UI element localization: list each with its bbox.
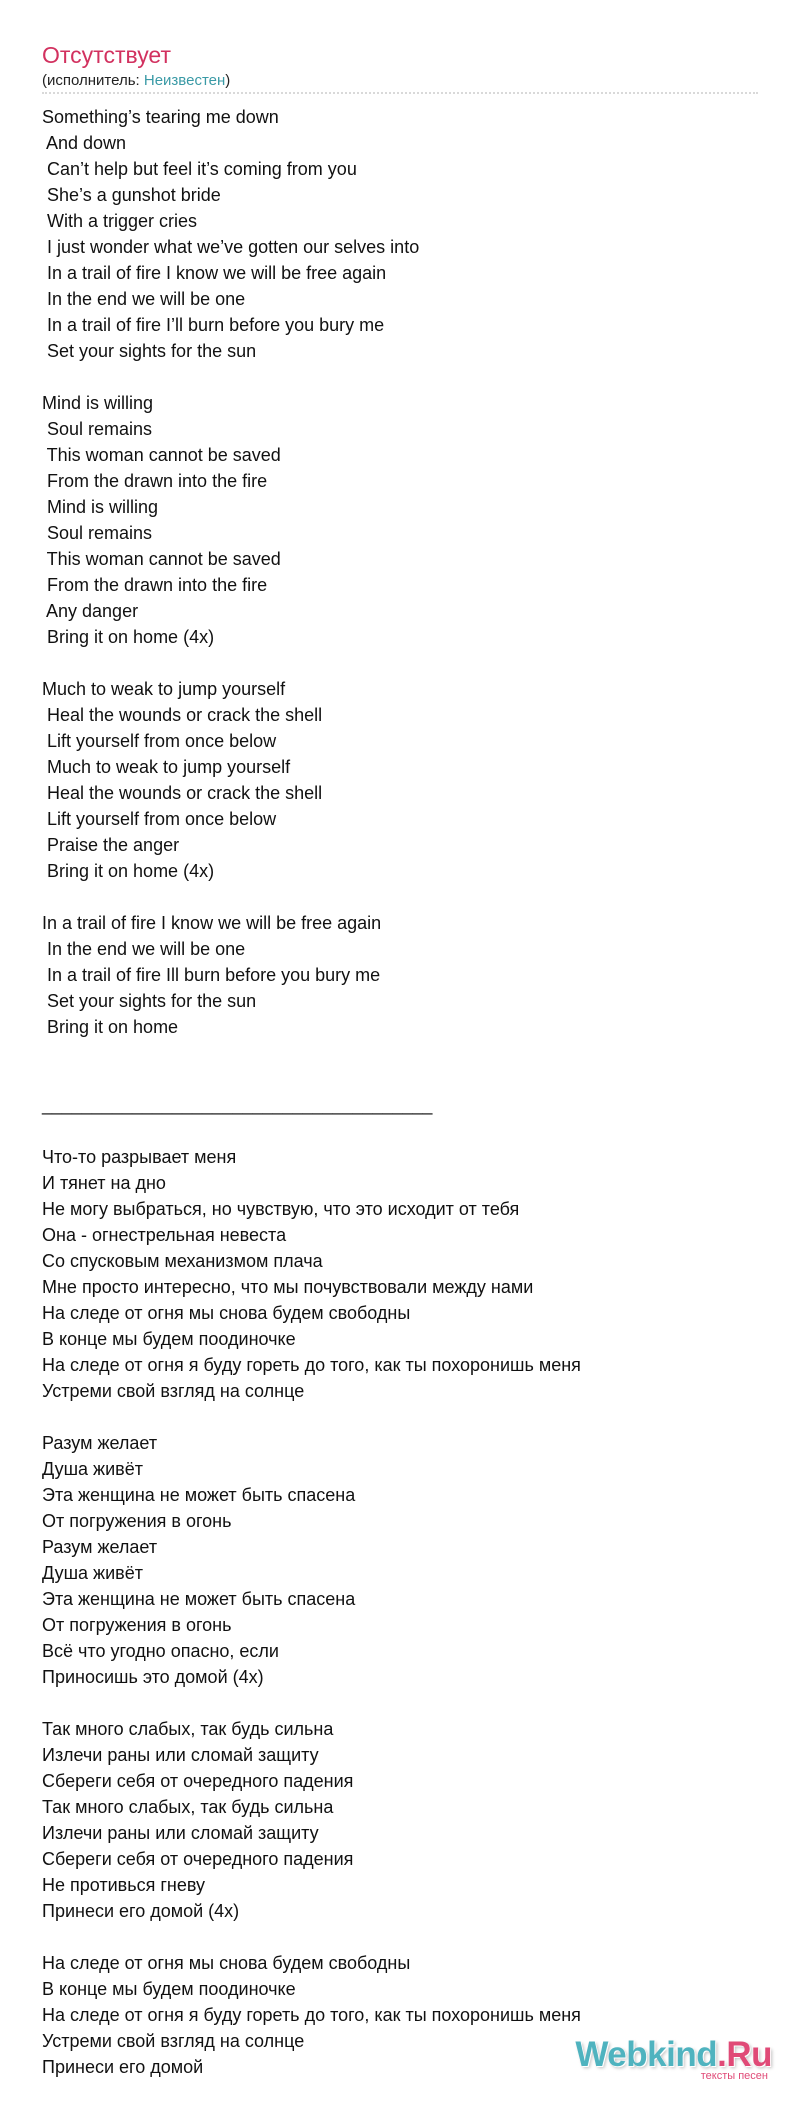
lyric-line: Mind is willing xyxy=(42,497,159,517)
logo-main-text: Webkind xyxy=(575,2035,718,2074)
lyric-line: Much to weak to jump yourself xyxy=(42,757,291,777)
lyric-line: Soul remains xyxy=(42,419,153,439)
lyric-line: На следе от огня я буду гореть до того, как ты похоронишь меня xyxy=(42,2005,581,2025)
lyric-line: Сбереги себя от очередного падения xyxy=(42,1771,354,1791)
artist-prefix: (исполнитель: xyxy=(42,72,144,89)
lyric-line: На следе от огня мы снова будем свободны xyxy=(42,1303,411,1323)
lyric-line: Much to weak to jump yourself xyxy=(42,679,286,699)
lyric-line: Устреми свой взгляд на солнце xyxy=(42,2031,305,2051)
lyric-line: Эта женщина не может быть спасена xyxy=(42,1589,356,1609)
title-divider xyxy=(42,92,758,94)
lyric-line xyxy=(42,1404,782,1430)
lyric-line: Heal the wounds or crack the shell xyxy=(42,783,323,803)
lyric-line: Со спусковым механизмом плача xyxy=(42,1251,323,1271)
logo-wordmark xyxy=(575,2036,772,2074)
lyric-line: Всё что угодно опасно, если xyxy=(42,1641,279,1661)
lyric-line: And down xyxy=(42,133,127,153)
lyric-line: Устреми свой взгляд на солнце xyxy=(42,1381,305,1401)
lyric-line: I just wonder what we’ve gotten our selves into xyxy=(42,237,420,257)
lyric-line: Излечи раны или сломай защиту xyxy=(42,1745,319,1765)
artist-link[interactable]: Неизвестен xyxy=(143,72,226,89)
lyric-line: In the end we will be one xyxy=(42,289,246,309)
lyric-line xyxy=(42,650,782,676)
lyric-line: Душа живёт xyxy=(42,1459,143,1479)
lyric-line: Soul remains xyxy=(42,523,153,543)
song-title: Отсутствует xyxy=(42,42,171,68)
lyric-line xyxy=(42,1040,782,1066)
lyric-line: With a trigger cries xyxy=(42,211,198,231)
lyric-line: In a trail of fire I know we will be free again xyxy=(42,263,387,283)
lyric-line xyxy=(42,364,782,390)
lyric-line: От погружения в огонь xyxy=(42,1511,232,1531)
lyric-line: И тянет на дно xyxy=(42,1173,166,1193)
lyric-line: In a trail of fire Ill burn before you bury me xyxy=(42,965,381,985)
lyric-line: Принеси его домой xyxy=(42,2057,204,2077)
lyric-line: Не могу выбраться, но чувствую, что это исходит от тебя xyxy=(42,1199,520,1219)
lyric-line: Set your sights for the sun xyxy=(42,991,257,1011)
lyric-line: In a trail of fire I’ll burn before you bury me xyxy=(42,315,385,335)
lyric-line: Lift yourself from once below xyxy=(42,731,277,751)
lyric-line: Can’t help but feel it’s coming from you xyxy=(42,159,357,179)
lyric-line: Принеси его домой (4x) xyxy=(42,1901,240,1921)
lyric-line: Bring it on home (4x) xyxy=(42,861,215,881)
lyric-line: В конце мы будем поодиночке xyxy=(42,1329,296,1349)
lyric-line: Разум желает xyxy=(42,1537,158,1557)
lyrics-text xyxy=(42,104,782,2080)
lyric-line xyxy=(42,1690,782,1716)
logo-suffix-text: .Ru xyxy=(717,2035,772,2074)
site-logo[interactable] xyxy=(575,2036,772,2082)
lyric-line: От погружения в огонь xyxy=(42,1615,232,1635)
lyric-line: Praise the anger xyxy=(42,835,180,855)
lyric-line: На следе от огня я буду гореть до того, как ты похоронишь меня xyxy=(42,1355,581,1375)
lyric-line: Излечи раны или сломай защиту xyxy=(42,1823,319,1843)
lyric-line: Не противься гневу xyxy=(42,1875,206,1895)
lyric-line: В конце мы будем поодиночке xyxy=(42,1979,296,1999)
lyric-line: She’s a gunshot bride xyxy=(42,185,221,205)
lyric-line: Set your sights for the sun xyxy=(42,341,257,361)
lyric-line: Bring it on home xyxy=(42,1017,179,1037)
lyric-line: Так много слабых, так будь сильна xyxy=(42,1719,334,1739)
lyric-line: Она - огнестрельная невеста xyxy=(42,1225,287,1245)
lyric-line xyxy=(42,884,782,910)
lyric-line: _______________________________________ xyxy=(42,1095,433,1115)
lyric-line: Any danger xyxy=(42,601,139,621)
lyric-line: In a trail of fire I know we will be free again xyxy=(42,913,382,933)
lyric-line: Bring it on home (4x) xyxy=(42,627,215,647)
lyric-line: Something’s tearing me down xyxy=(42,107,279,127)
lyric-line xyxy=(42,1924,782,1950)
lyric-line: Эта женщина не может быть спасена xyxy=(42,1485,356,1505)
lyric-line: Mind is willing xyxy=(42,393,154,413)
lyric-line: Lift yourself from once below xyxy=(42,809,277,829)
lyric-line: На следе от огня мы снова будем свободны xyxy=(42,1953,411,1973)
lyric-line: Душа живёт xyxy=(42,1563,143,1583)
lyric-line: Так много слабых, так будь сильна xyxy=(42,1797,334,1817)
lyric-line: Сбереги себя от очередного падения xyxy=(42,1849,354,1869)
lyric-line: Heal the wounds or crack the shell xyxy=(42,705,323,725)
lyric-line: From the drawn into the fire xyxy=(42,471,268,491)
lyric-line: Разум желает xyxy=(42,1433,158,1453)
lyric-line: From the drawn into the fire xyxy=(42,575,268,595)
lyric-line xyxy=(42,1066,782,1092)
lyric-line: This woman cannot be saved xyxy=(42,445,281,465)
lyric-line: Мне просто интересно, что мы почувствовали между нами xyxy=(42,1277,534,1297)
lyric-line: This woman cannot be saved xyxy=(42,549,281,569)
artist-line xyxy=(42,72,230,90)
lyric-line: Что-то разрывает меня xyxy=(42,1147,237,1167)
lyric-line xyxy=(42,1118,782,1144)
logo-tagline: тексты песен xyxy=(700,2070,768,2082)
artist-suffix: ) xyxy=(225,72,231,89)
lyric-line: In the end we will be one xyxy=(42,939,246,959)
lyric-line: Приносишь это домой (4x) xyxy=(42,1667,264,1687)
